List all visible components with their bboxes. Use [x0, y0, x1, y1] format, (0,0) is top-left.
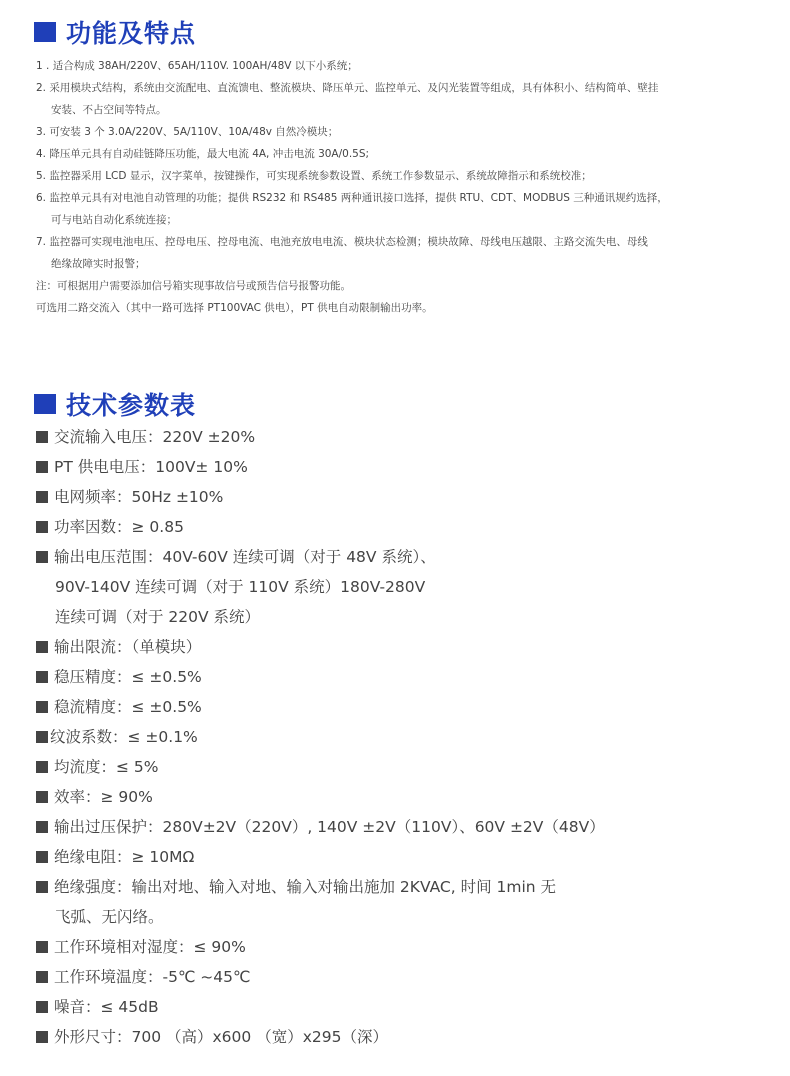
param-text: 噪音：≤ 45dB	[54, 998, 159, 1016]
param-item	[36, 782, 776, 812]
param-item	[36, 542, 776, 572]
param-item	[36, 452, 776, 482]
square-bullet-icon	[36, 491, 48, 503]
param-item	[36, 692, 776, 722]
feature-line: 2. 采用模块式结构，系统由交流配电、直流馈电、整流模块、降压单元、监控单元、及闪光装置等组成，具有体积小、结构简单、壁挂	[36, 82, 659, 94]
param-text: 纹波系数：≤ ±0.1%	[50, 728, 198, 746]
param-text: 输出限流：（单模块）	[54, 638, 202, 656]
params-title-text: 技术参数表	[66, 391, 197, 420]
param-text: 绝缘电阻：≥ 10MΩ	[54, 848, 195, 866]
param-text: 均流度：≤ 5%	[54, 758, 159, 776]
params-list	[36, 422, 776, 1052]
feature-line-continuation: 可与电站自动化系统连接；	[51, 214, 177, 226]
feature-line-continuation: 安装、不占空间等特点。	[51, 104, 167, 116]
square-bullet-icon	[36, 881, 48, 893]
param-text: 效率：≥ 90%	[54, 788, 153, 806]
square-bullet-icon	[36, 641, 48, 653]
square-bullet-icon	[36, 1031, 48, 1043]
param-item	[36, 812, 776, 842]
square-bullet-icon	[36, 731, 48, 743]
param-item	[36, 992, 776, 1022]
feature-note: 可选用二路交流入（其中一路可选择 PT100VAC 供电），PT 供电自动限制输出功率。	[36, 302, 433, 314]
param-item	[36, 482, 776, 512]
feature-line: 4. 降压单元具有自动硅链降压功能，最大电流 4A, 冲击电流 30A/0.5S;	[36, 148, 370, 160]
square-bullet-icon	[36, 701, 48, 713]
square-bullet-icon	[36, 851, 48, 863]
param-item	[36, 842, 776, 872]
param-text: 输出过压保护：280V±2V（220V）, 140V ±2V（110V）、60V ±2V（48V）	[54, 818, 605, 836]
features-section-title	[34, 14, 196, 50]
params-section-title	[34, 386, 196, 422]
square-bullet-icon	[36, 431, 48, 443]
feature-line: 5. 监控器采用 LCD 显示，汉字菜单，按键操作，可实现系统参数设置、系统工作参数显示、系统故障指示和系统校准；	[36, 170, 592, 182]
param-text: 输出电压范围：40V-60V 连续可调（对于 48V 系统）、	[54, 548, 436, 566]
param-continuation: 连续可调（对于 220V 系统）	[55, 608, 261, 626]
param-item	[36, 932, 776, 962]
feature-line: 3. 可安装 3 个 3.0A/220V、5A/110V、10A/48v 自然冷模块；	[36, 126, 339, 138]
feature-line: 6. 监控单元具有对电池自动管理的功能；提供 RS232 和 RS485 两种通讯接口选择，提供 RTU、CDT、MODBUS 三种通讯规约选择，	[36, 192, 668, 204]
param-item	[36, 752, 776, 782]
features-list	[36, 55, 766, 319]
param-item	[36, 1022, 776, 1052]
feature-line: 1 . 适合构成 38AH/220V、65AH/110V. 100AH/48V 以下小系统；	[36, 60, 358, 72]
square-bullet-icon	[36, 521, 48, 533]
square-bullet-icon	[36, 761, 48, 773]
param-item	[36, 512, 776, 542]
title-square-icon	[34, 394, 56, 414]
param-item	[36, 722, 776, 752]
param-item	[36, 962, 776, 992]
param-item	[36, 632, 776, 662]
square-bullet-icon	[36, 941, 48, 953]
param-continuation: 90V-140V 连续可调（对于 110V 系统）180V-280V	[55, 578, 426, 596]
param-item	[36, 872, 776, 902]
square-bullet-icon	[36, 1001, 48, 1013]
square-bullet-icon	[36, 461, 48, 473]
param-continuation: 飞弧、无闪络。	[55, 908, 164, 926]
param-text: 稳压精度：≤ ±0.5%	[54, 668, 202, 686]
param-text: 外形尺寸：700 （高）x600 （宽）x295（深）	[54, 1028, 388, 1046]
param-text: 工作环境温度：-5℃ ~45℃	[54, 968, 251, 986]
square-bullet-icon	[36, 551, 48, 563]
title-square-icon	[34, 22, 56, 42]
param-text: 功率因数：≥ 0.85	[54, 518, 184, 536]
param-text: 稳流精度：≤ ±0.5%	[54, 698, 202, 716]
features-title-text: 功能及特点	[66, 19, 197, 48]
feature-note: 注：可根据用户需要添加信号箱实现事故信号或预告信号报警功能。	[36, 280, 351, 292]
param-text: PT 供电电压：100V± 10%	[54, 458, 248, 476]
param-item	[36, 422, 776, 452]
param-text: 绝缘强度：输出对地、输入对地、输入对输出施加 2KVAC, 时间 1min 无	[54, 878, 557, 896]
param-text: 交流输入电压：220V ±20%	[54, 428, 256, 446]
feature-line-continuation: 绝缘故障实时报警；	[51, 258, 146, 270]
square-bullet-icon	[36, 971, 48, 983]
square-bullet-icon	[36, 791, 48, 803]
feature-line: 7. 监控器可实现电池电压、控母电压、控母电流、电池充放电电流、模块状态检测；模块故障、母线电压越限、主路交流失电、母线	[36, 236, 648, 248]
square-bullet-icon	[36, 671, 48, 683]
param-text: 工作环境相对湿度：≤ 90%	[54, 938, 246, 956]
square-bullet-icon	[36, 821, 48, 833]
param-item	[36, 662, 776, 692]
param-text: 电网频率：50Hz ±10%	[54, 488, 224, 506]
